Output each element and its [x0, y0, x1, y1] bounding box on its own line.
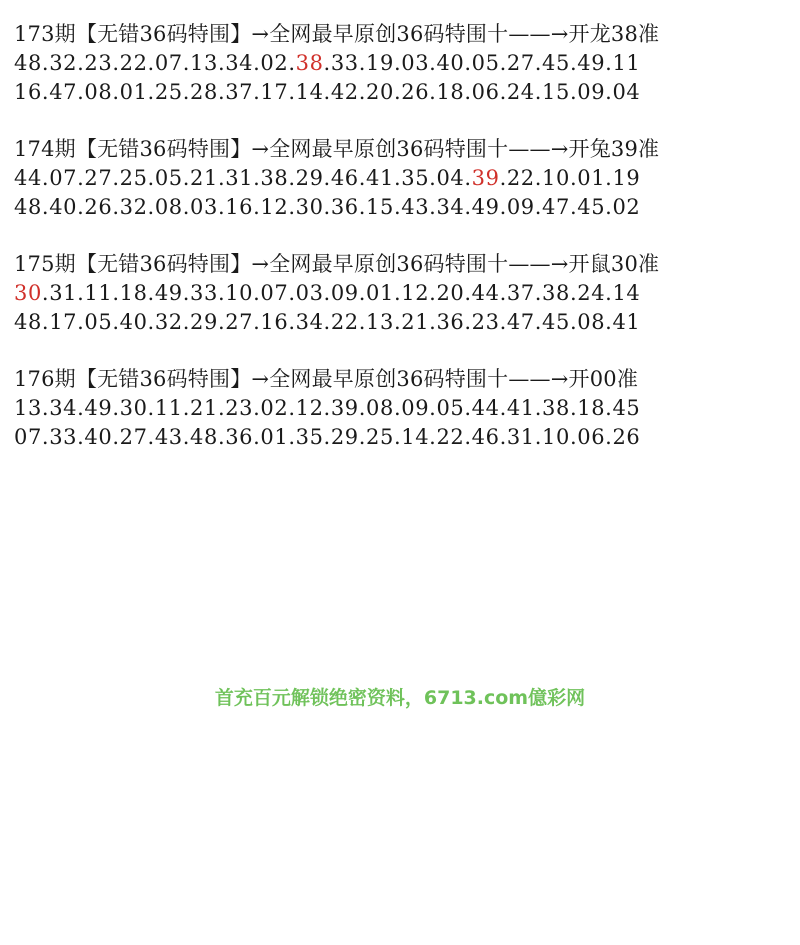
number-cell: 26 [612, 425, 641, 449]
number-cell: 02 [260, 51, 289, 75]
number-cell: 21 [190, 166, 218, 190]
number-cell: 07 [260, 281, 289, 305]
number-cell: 34 [49, 396, 78, 420]
number-cell: 22 [119, 51, 148, 75]
number-cell: 10 [542, 166, 570, 190]
number-cell: 05 [84, 310, 113, 334]
number-cell: 11 [84, 281, 113, 305]
number-cell: 36 [225, 425, 254, 449]
number-cell: 23 [225, 396, 254, 420]
number-cell: 26 [84, 195, 113, 219]
number-cell: 16 [14, 80, 42, 104]
number-cell: 34 [295, 310, 324, 334]
number-cell: 35 [401, 166, 430, 190]
number-cell: 41 [366, 166, 394, 190]
number-cell: 20 [436, 281, 465, 305]
number-cell: 10 [542, 425, 570, 449]
number-cell: 49 [84, 396, 113, 420]
number-cell: 49 [471, 195, 500, 219]
number-cell: 30 [119, 396, 148, 420]
number-cell: 23 [84, 51, 113, 75]
number-cell: 32 [154, 310, 183, 334]
number-cell: 40 [49, 195, 78, 219]
number-cell: 37 [506, 281, 535, 305]
number-cell: 45 [542, 51, 570, 75]
period-header: 176期【无错36码特围】→全网最早原创36码特围十——→开00准 [14, 367, 639, 391]
number-cell: 02 [260, 396, 289, 420]
winning-number: 38 [295, 51, 324, 75]
number-cell: 47 [49, 80, 78, 104]
number-cell: 16 [225, 195, 254, 219]
number-cell: 31 [225, 166, 254, 190]
number-cell: 47 [542, 195, 570, 219]
number-cell: 01 [119, 80, 148, 104]
number-cell: 33 [190, 281, 218, 305]
number-cell: 05 [154, 166, 183, 190]
number-cell: 31 [506, 425, 535, 449]
number-cell: 37 [225, 80, 254, 104]
number-cell: 03 [295, 281, 324, 305]
number-cell: 25 [366, 425, 394, 449]
number-cell: 41 [506, 396, 535, 420]
number-cell: 31 [49, 281, 78, 305]
number-cell: 04 [612, 80, 641, 104]
number-cell: 09 [577, 80, 606, 104]
period-header: 174期【无错36码特围】→全网最早原创36码特围十——→开兔39准 [14, 137, 660, 161]
number-cell: 27 [506, 51, 535, 75]
number-cell: 45 [577, 195, 606, 219]
number-cell: 23 [471, 310, 500, 334]
number-cell: 27 [225, 310, 254, 334]
number-cell: 43 [154, 425, 183, 449]
promo-footer: 首充百元解锁绝密资料，6713.com億彩网 [214, 687, 586, 709]
number-cell: 46 [471, 425, 500, 449]
winning-number: 39 [471, 166, 500, 190]
number-cell: 32 [119, 195, 148, 219]
number-cell: 14 [295, 80, 324, 104]
number-cell: 18 [119, 281, 148, 305]
number-cell: 27 [84, 166, 113, 190]
number-cell: 34 [225, 51, 254, 75]
number-cell: 40 [436, 51, 465, 75]
number-cell: 12 [260, 195, 289, 219]
number-cell: 02 [612, 195, 641, 219]
number-cell: 20 [366, 80, 394, 104]
number-cell: 03 [190, 195, 218, 219]
number-cell: 42 [330, 80, 359, 104]
number-cell: 01 [366, 281, 394, 305]
number-row: 48.32.23.22.07.13.34.02.38.33.19.03.40.05.27.45.49.11 [14, 51, 641, 75]
number-cell: 19 [612, 166, 641, 190]
number-cell: 49 [577, 51, 606, 75]
number-cell: 03 [401, 51, 430, 75]
number-row: 48.40.26.32.08.03.16.12.30.36.15.43.34.49.09.47.45.02 [14, 195, 641, 219]
number-cell: 11 [154, 396, 183, 420]
number-cell: 30 [295, 195, 324, 219]
period-block [14, 135, 794, 222]
number-cell: 07 [154, 51, 183, 75]
number-cell: 38 [542, 396, 570, 420]
period-header: 173期【无错36码特围】→全网最早原创36码特围十——→开龙38准 [14, 22, 660, 46]
number-cell: 21 [401, 310, 430, 334]
number-cell: 18 [436, 80, 465, 104]
number-cell: 09 [506, 195, 535, 219]
number-cell: 12 [295, 396, 324, 420]
number-cell: 47 [506, 310, 535, 334]
winning-number: 30 [14, 281, 42, 305]
number-cell: 38 [542, 281, 570, 305]
number-cell: 22 [330, 310, 359, 334]
number-cell: 48 [190, 425, 218, 449]
number-cell: 05 [436, 396, 465, 420]
number-cell: 45 [612, 396, 641, 420]
number-cell: 13 [14, 396, 42, 420]
number-cell: 25 [119, 166, 148, 190]
number-cell: 14 [401, 425, 430, 449]
number-cell: 28 [190, 80, 218, 104]
number-cell: 01 [260, 425, 289, 449]
number-cell: 08 [366, 396, 394, 420]
number-cell: 48 [14, 51, 42, 75]
number-cell: 36 [330, 195, 359, 219]
number-cell: 34 [436, 195, 465, 219]
number-row: 07.33.40.27.43.48.36.01.35.29.25.14.22.46.31.10.06.26 [14, 425, 641, 449]
number-cell: 22 [506, 166, 535, 190]
number-cell: 04 [436, 166, 465, 190]
number-cell: 33 [49, 425, 78, 449]
number-cell: 22 [436, 425, 465, 449]
number-cell: 38 [260, 166, 289, 190]
number-cell: 14 [612, 281, 641, 305]
number-cell: 19 [366, 51, 394, 75]
number-cell: 49 [154, 281, 183, 305]
number-row: 44.07.27.25.05.21.31.38.29.46.41.35.04.39.22.10.01.19 [14, 166, 641, 190]
number-cell: 24 [577, 281, 606, 305]
number-cell: 32 [49, 51, 78, 75]
number-cell: 46 [330, 166, 359, 190]
number-cell: 44 [14, 166, 42, 190]
number-cell: 41 [612, 310, 641, 334]
number-cell: 05 [471, 51, 500, 75]
number-cell: 44 [471, 281, 500, 305]
number-cell: 26 [401, 80, 430, 104]
number-cell: 07 [49, 166, 78, 190]
number-cell: 11 [612, 51, 641, 75]
period-header: 175期【无错36码特围】→全网最早原创36码特围十——→开鼠30准 [14, 252, 660, 276]
prediction-list [14, 20, 794, 480]
number-cell: 44 [471, 396, 500, 420]
period-block [14, 365, 794, 452]
number-row: 30.31.11.18.49.33.10.07.03.09.01.12.20.44.37.38.24.14 [14, 281, 641, 305]
number-cell: 10 [225, 281, 254, 305]
period-block [14, 20, 794, 107]
number-cell: 08 [84, 80, 113, 104]
number-cell: 09 [401, 396, 430, 420]
number-cell: 39 [330, 396, 359, 420]
period-block [14, 250, 794, 337]
number-cell: 13 [366, 310, 394, 334]
number-cell: 29 [190, 310, 218, 334]
number-cell: 40 [119, 310, 148, 334]
number-cell: 48 [14, 195, 42, 219]
number-cell: 40 [84, 425, 113, 449]
number-cell: 29 [330, 425, 359, 449]
number-cell: 06 [577, 425, 606, 449]
number-cell: 45 [542, 310, 570, 334]
number-cell: 29 [295, 166, 324, 190]
number-cell: 06 [471, 80, 500, 104]
number-cell: 08 [577, 310, 606, 334]
number-cell: 16 [260, 310, 289, 334]
number-cell: 25 [154, 80, 183, 104]
number-cell: 09 [330, 281, 359, 305]
number-row: 48.17.05.40.32.29.27.16.34.22.13.21.36.23.47.45.08.41 [14, 310, 641, 334]
number-cell: 17 [260, 80, 289, 104]
number-cell: 24 [506, 80, 535, 104]
number-cell: 27 [119, 425, 148, 449]
number-cell: 33 [330, 51, 359, 75]
number-cell: 17 [49, 310, 78, 334]
number-row: 13.34.49.30.11.21.23.02.12.39.08.09.05.44.41.38.18.45 [14, 396, 641, 420]
number-cell: 18 [577, 396, 606, 420]
number-cell: 43 [401, 195, 430, 219]
number-cell: 08 [154, 195, 183, 219]
number-cell: 36 [436, 310, 465, 334]
number-cell: 01 [577, 166, 606, 190]
number-cell: 13 [190, 51, 218, 75]
number-cell: 15 [366, 195, 394, 219]
number-cell: 35 [295, 425, 324, 449]
number-cell: 07 [14, 425, 42, 449]
number-row: 16.47.08.01.25.28.37.17.14.42.20.26.18.06.24.15.09.04 [14, 80, 641, 104]
number-cell: 21 [190, 396, 218, 420]
number-cell: 15 [542, 80, 570, 104]
number-cell: 48 [14, 310, 42, 334]
number-cell: 12 [401, 281, 430, 305]
